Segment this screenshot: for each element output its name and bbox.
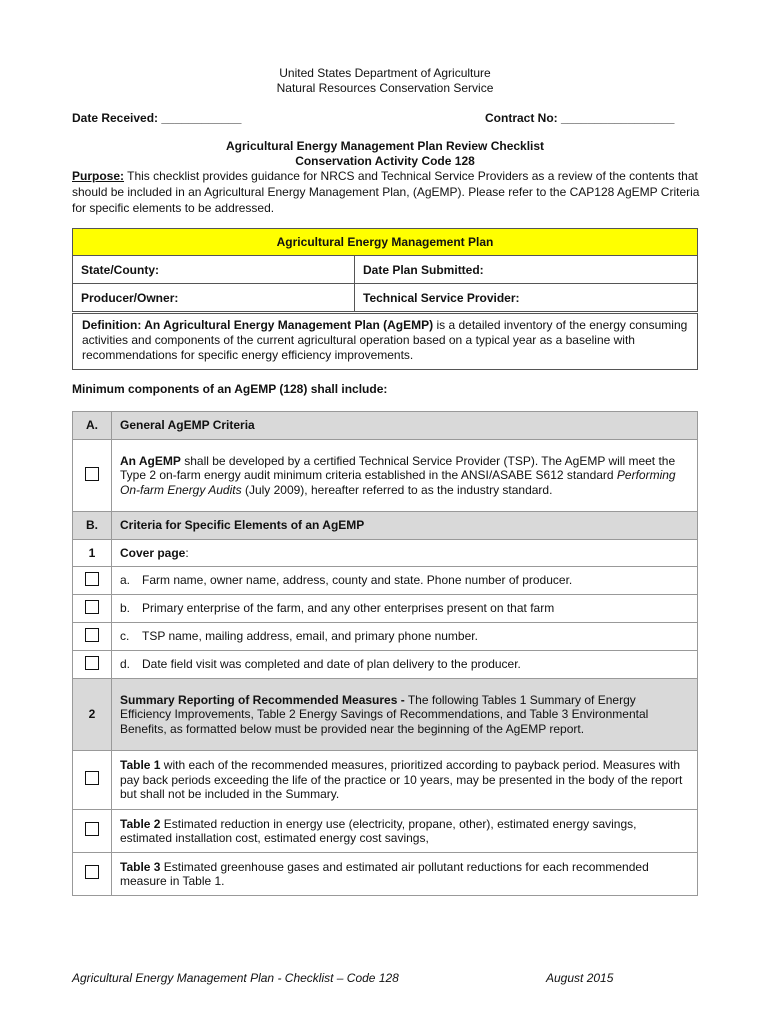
checkbox-table-1[interactable] — [85, 771, 99, 785]
section-b-label: B. — [73, 512, 112, 540]
checkbox-item-1c[interactable] — [85, 628, 99, 642]
section-a-title: General AgEMP Criteria — [112, 412, 698, 440]
table-1-text: Table 1 with each of the recommended measures, prioritized according to payback period. Measures with pay back periods exceeding the life of the practice or 10 years, may be presented in the body of the report but shall not be included in the Summary. — [112, 751, 698, 810]
purpose-text: This checklist provides guidance for NRCS and Technical Service Providers as a review of the contents that should be included in an Agricultural Energy Management Plan, (AgEMP). Please refer to the CAP128 AgEMP Criteria for specific elements to be addressed. — [72, 169, 700, 215]
agency-subname: Natural Resources Conservation Service — [276, 81, 494, 95]
document-subtitle: Conservation Activity Code 128 — [295, 154, 475, 168]
item-2-number: 2 — [73, 679, 112, 751]
purpose-paragraph — [72, 168, 702, 216]
section-a-text: An AgEMP shall be developed by a certified Technical Service Provider (TSP). The AgEMP will meet the Type 2 on-farm energy audit minimum criteria established in the ANSI/ASABE S612 standard Performing On-farm Energy Audits (July 2009), hereafter referred to as the industry standard. — [112, 440, 698, 512]
item-1-number: 1 — [73, 540, 112, 567]
item-2-text: Summary Reporting of Recommended Measures - The following Tables 1 Summary of Energy Efficiency Improvements, Table 2 Energy Savings of Recommendations, and Table 3 Environmental Benefits, as formatted below must be provided near the beginning of the AgEMP report. — [112, 679, 698, 751]
contract-no-field[interactable]: Contract No: _________________ — [485, 111, 675, 125]
producer-owner-field[interactable]: Producer/Owner: — [73, 284, 355, 312]
plan-table-title: Agricultural Energy Management Plan — [73, 229, 698, 256]
checkbox-table-3[interactable] — [85, 865, 99, 879]
date-submitted-field[interactable]: Date Plan Submitted: — [355, 256, 698, 284]
checklist-table — [72, 411, 698, 896]
section-b-title: Criteria for Specific Elements of an AgEMP — [112, 512, 698, 540]
checkbox-item-1d[interactable] — [85, 656, 99, 670]
item-1a-text: a. Farm name, owner name, address, county and state. Phone number of producer. — [112, 567, 698, 595]
checkbox-table-2[interactable] — [85, 822, 99, 836]
item-1c-text: c. TSP name, mailing address, email, and primary phone number. — [112, 623, 698, 651]
definition-text: is a detailed inventory of the energy consuming activities and components of the current agricultural operation based on a typical year as a baseline with recommendations for specific energy efficiency improvements. — [82, 318, 688, 362]
date-received-field[interactable]: Date Received: ____________ — [72, 111, 242, 125]
purpose-label: Purpose: — [72, 169, 125, 183]
table-3-text: Table 3 Estimated greenhouse gases and estimated air pollutant reductions for each recommended measure in Table 1. — [112, 853, 698, 896]
tsp-field[interactable]: Technical Service Provider: — [355, 284, 698, 312]
checkbox-item-1b[interactable] — [85, 600, 99, 614]
min-components-heading: Minimum components of an AgEMP (128) shall include: — [72, 382, 388, 396]
plan-info-table — [72, 228, 698, 312]
section-a-label: A. — [73, 412, 112, 440]
definition-label: Definition: An Agricultural Energy Management Plan (AgEMP) — [82, 318, 434, 332]
agency-name: United States Department of Agriculture — [279, 66, 491, 80]
checkbox-item-1a[interactable] — [85, 572, 99, 586]
footer-date: August 2015 — [546, 971, 614, 985]
state-county-field[interactable]: State/County: — [73, 256, 355, 284]
footer-title: Agricultural Energy Management Plan - Checklist – Code 128 — [72, 971, 399, 985]
checkbox-section-a[interactable] — [85, 467, 99, 481]
definition-box — [72, 313, 698, 370]
document-title: Agricultural Energy Management Plan Review Checklist — [225, 139, 545, 153]
item-1-title: Cover page: — [112, 540, 698, 567]
item-1b-text: b. Primary enterprise of the farm, and any other enterprises present on that farm — [112, 595, 698, 623]
item-1d-text: d. Date field visit was completed and date of plan delivery to the producer. — [112, 651, 698, 679]
table-2-text: Table 2 Estimated reduction in energy use (electricity, propane, other), estimated energy savings, estimated installation cost, estimated energy cost savings, — [112, 810, 698, 853]
